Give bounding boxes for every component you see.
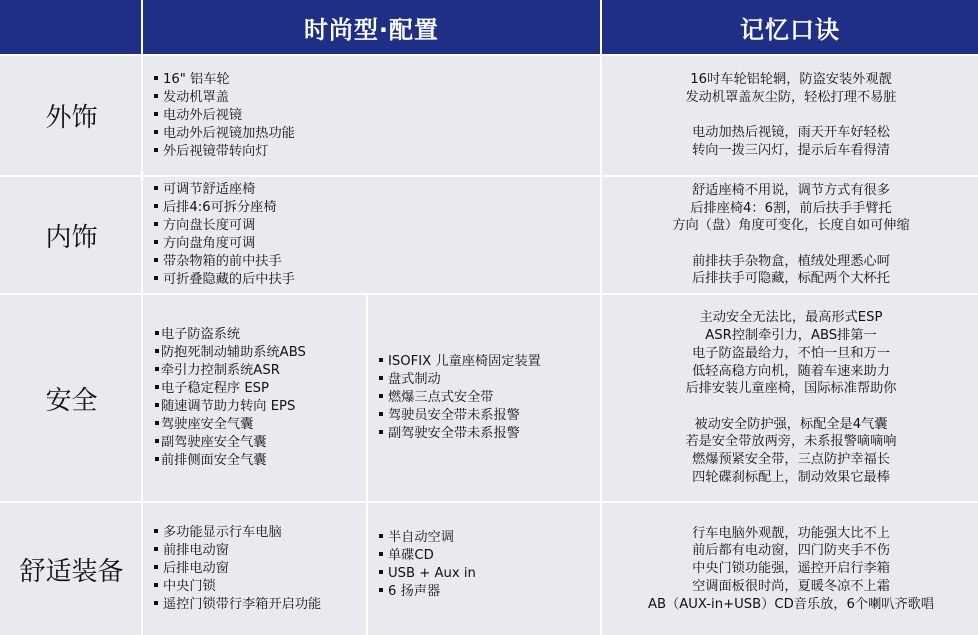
bullet-icon — [154, 186, 158, 190]
safety-mnemonic — [604, 295, 978, 501]
category-exterior: 外饰 — [45, 103, 98, 133]
mnemonic-line: 四轮碟刹标配上，制动效果它最棒 — [692, 469, 890, 485]
bullet-icon — [379, 430, 383, 434]
exterior-items — [154, 56, 594, 175]
list-item: 遥控门锁带行李箱开启功能 — [154, 596, 364, 614]
bullet-icon — [379, 394, 383, 398]
list-item: 6 扬声器 — [379, 583, 597, 601]
bullet-icon — [154, 148, 158, 152]
list-item: 方向盘角度可调 — [154, 235, 594, 253]
column-divider — [366, 295, 368, 635]
mnemonic-line: 方向（盘）角度可变化，长度自如可伸缩 — [672, 218, 910, 234]
header-config-title: 时尚型·配置 — [143, 0, 600, 54]
mnemonic-line: AB（AUX-in+USB）CD音乐放，6个喇叭齐歌唱 — [647, 596, 935, 612]
bullet-icon — [379, 588, 383, 592]
mnemonic-line: 电动加热后视镜，雨天开车好轻松 — [692, 125, 890, 141]
bullet-icon — [154, 529, 158, 533]
bullet-icon — [379, 570, 383, 574]
mnemonic-line: 燃爆预紧安全带，三点防护幸福长 — [692, 452, 890, 468]
bullet-icon — [154, 601, 158, 605]
bullet-icon — [154, 76, 158, 80]
bullet-icon — [154, 258, 158, 262]
mnemonic-line: 舒适座椅不用说，调节方式有很多 — [692, 182, 890, 198]
list-item: 可折叠隐藏的后中扶手 — [154, 271, 594, 289]
list-item: 多功能显示行车电脑 — [154, 524, 364, 542]
mnemonic-line: 中央门锁功能强，遥控开启行李箱 — [692, 561, 890, 577]
list-item: ISOFIX 儿童座椅固定装置 — [379, 353, 597, 371]
list-item: 电动外后视镜加热功能 — [154, 125, 594, 143]
list-item: 副驾驶座安全气囊 — [155, 434, 363, 452]
bullet-icon — [155, 403, 159, 407]
comfort-mnemonic — [604, 503, 978, 635]
list-item: 驾驶座安全气囊 — [155, 416, 363, 434]
list-item: 前排电动窗 — [154, 542, 364, 560]
header-mnemonic-title: 记忆口诀 — [602, 0, 978, 54]
mnemonic-line: ASR控制牵引力，ABS排第一 — [705, 328, 877, 344]
bullet-icon — [155, 457, 159, 461]
list-item: 发动机罩盖 — [154, 89, 594, 107]
list-item: 电动外后视镜 — [154, 107, 594, 125]
list-item: 带杂物箱的前中扶手 — [154, 253, 594, 271]
interior-mnemonic — [604, 177, 978, 293]
category-comfort: 舒适装备 — [19, 556, 124, 587]
mnemonic-line: 16吋车轮铝轮辋，防盗安装外观靓 — [690, 72, 892, 88]
mnemonic-line: 前排扶手杂物盒，植绒处理悉心呵 — [692, 253, 890, 269]
bullet-icon — [155, 349, 159, 353]
mnemonic-line: 电子防盗最给力，不怕一旦和万一 — [692, 345, 890, 361]
bullet-icon — [155, 331, 159, 335]
safety-items — [155, 295, 363, 501]
mnemonic-line: 后排扶手可隐藏，标配两个大杯托 — [692, 271, 890, 287]
bullet-icon — [379, 552, 383, 556]
list-item: 前排侧面安全气囊 — [155, 452, 363, 470]
bullet-icon — [155, 367, 159, 371]
list-item: 单碟CD — [379, 547, 597, 565]
category-safety: 安全 — [45, 385, 98, 416]
bullet-icon — [154, 276, 158, 280]
bullet-icon — [155, 421, 159, 425]
list-item: 后排电动窗 — [154, 560, 364, 578]
list-item: 外后视镜带转向灯 — [154, 143, 594, 161]
list-item: USB + Aux in — [379, 565, 597, 583]
bullet-icon — [154, 240, 158, 244]
list-item: 盘式制动 — [379, 371, 597, 389]
interior-items — [154, 177, 594, 293]
column-divider — [600, 56, 602, 635]
list-item: 电子稳定程序 ESP — [155, 380, 363, 398]
mnemonic-line: 主动安全无法比，最高形式ESP — [699, 310, 883, 326]
mnemonic-line: 被动安全防护强，标配全是4气囊 — [694, 416, 888, 432]
category-interior: 内饰 — [45, 222, 98, 253]
mnemonic-line: 转向一拨三闪灯，提示后车看得清 — [692, 143, 890, 159]
bullet-icon — [379, 412, 383, 416]
bullet-icon — [154, 583, 158, 587]
comfort-items-2 — [379, 503, 597, 635]
bullet-icon — [154, 547, 158, 551]
bullet-icon — [154, 130, 158, 134]
bullet-icon — [155, 385, 159, 389]
list-item: 随速调节助力转向 EPS — [155, 398, 363, 416]
mnemonic-line: 后排安装儿童座椅，国际标准帮助你 — [685, 381, 897, 397]
list-item: 半自动空调 — [379, 529, 597, 547]
mnemonic-line: 发动机罩盖灰尘防，轻松打理不易脏 — [685, 89, 897, 105]
list-item: 可调节舒适座椅 — [154, 181, 594, 199]
comfort-items — [154, 503, 364, 635]
list-item: 后排4:6可拆分座椅 — [154, 199, 594, 217]
list-item: 副驾驶安全带未系报警 — [379, 425, 597, 443]
bullet-icon — [154, 565, 158, 569]
bullet-icon — [154, 112, 158, 116]
list-item: 16" 铝车轮 — [154, 71, 594, 89]
mnemonic-line: 前后都有电动窗，四门防夹手不伤 — [692, 543, 890, 559]
bullet-icon — [379, 358, 383, 362]
list-item: 燃爆三点式安全带 — [379, 389, 597, 407]
header-blank-cell — [0, 0, 141, 54]
list-item: 中央门锁 — [154, 578, 364, 596]
mnemonic-line: 若是安全带放两旁，未系报警嘀嘀响 — [685, 434, 897, 450]
bullet-icon — [155, 439, 159, 443]
exterior-mnemonic — [604, 56, 978, 175]
safety-items-2 — [379, 295, 597, 501]
list-item: 电子防盗系统 — [155, 326, 363, 344]
bullet-icon — [154, 94, 158, 98]
bullet-icon — [379, 534, 383, 538]
list-item: 驾驶员安全带未系报警 — [379, 407, 597, 425]
bullet-icon — [379, 376, 383, 380]
mnemonic-line: 空调面板很时尚，夏暖冬凉不上霜 — [692, 578, 890, 594]
bullet-icon — [154, 222, 158, 226]
mnemonic-line: 低轻高稳方向机，随着车速来助力 — [692, 363, 890, 379]
mnemonic-line: 后排座椅4：6割，前后扶手手臂托 — [690, 200, 892, 216]
list-item: 方向盘长度可调 — [154, 217, 594, 235]
list-item: 防抱死制动辅助系统ABS — [155, 344, 363, 362]
mnemonic-line: 行车电脑外观靓，功能强大比不上 — [692, 525, 890, 541]
bullet-icon — [154, 204, 158, 208]
list-item: 牵引力控制系统ASR — [155, 362, 363, 380]
